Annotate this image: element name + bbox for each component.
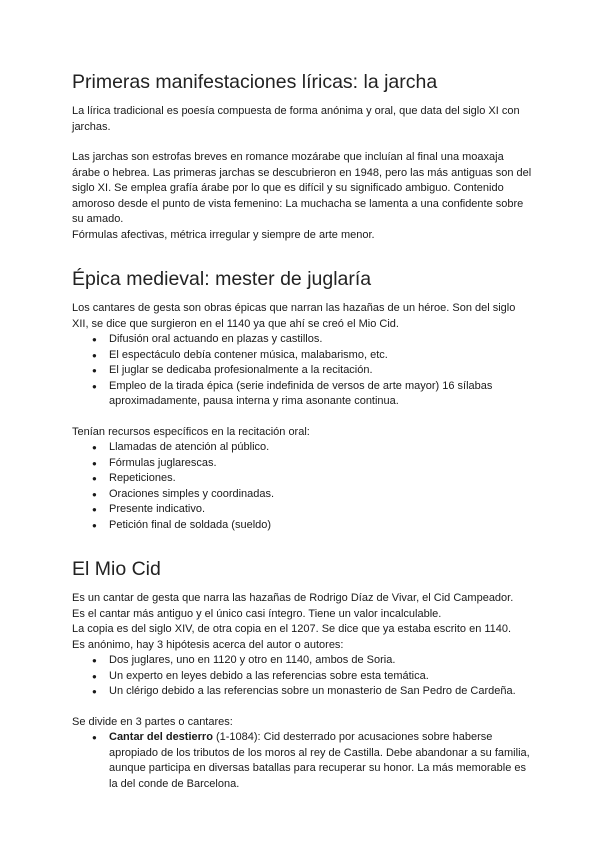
list-item: ● Difusión oral actuando en plazas y castillos. xyxy=(109,332,532,348)
list-item: ● El juglar se dedicaba profesionalmente a la recitación. xyxy=(109,363,532,379)
paragraph: Fórmulas afectivas, métrica irregular y siempre de arte menor. xyxy=(72,228,375,241)
list-item: ● Oraciones simples y coordinadas. xyxy=(109,487,532,503)
section-title-epica: Épica medieval: mester de juglaría xyxy=(72,268,372,290)
part-name: Cantar del destierro xyxy=(109,731,213,743)
bullet-list xyxy=(72,730,532,792)
list-item: ● Petición final de soldada (sueldo) xyxy=(109,518,532,534)
section-title-jarcha: Primeras manifestaciones líricas: la jarcha xyxy=(72,71,438,93)
bullet-list xyxy=(72,440,532,533)
list-item: ● Un clérigo debido a las referencias sobre un monasterio de San Pedro de Cardeña. xyxy=(109,684,532,700)
list-item: ● Fórmulas juglarescas. xyxy=(109,456,532,472)
paragraph: Es anónimo, hay 3 hipótesis acerca del autor o autores: xyxy=(72,638,344,651)
list-item: ● Llamadas de atención al público. xyxy=(109,440,532,456)
bullet-list xyxy=(72,332,532,410)
paragraph: Los cantares de gesta son obras épicas que narran las hazañas de un héroe. Son del siglo XII, se dice que surgieron en el 1140 ya que ahí se creó el Mio Cid. xyxy=(72,302,516,330)
paragraph: Es un cantar de gesta que narra las hazañas de Rodrigo Díaz de Vivar, el Cid Campeador. xyxy=(72,592,514,604)
paragraph: Tenían recursos específicos en la recitación oral: xyxy=(72,425,310,438)
document-page xyxy=(72,70,532,792)
paragraph: Es el cantar más antiguo y el único casi íntegro. Tiene un valor incalculable. xyxy=(72,607,442,620)
part-description: (1-1084): Cid desterrado por acusaciones sobre haberse apropiado de los tributos de los moros al rey de Castilla. Debe abandonar a su familia, aunque participa en diversas batallas para recuperar su honor. La más memorable es la del conde de Barcelona. xyxy=(109,731,530,790)
list-item: ● El espectáculo debía contener música, malabarismo, etc. xyxy=(109,348,532,364)
list-item xyxy=(109,730,532,792)
section-title-mio-cid: El Mio Cid xyxy=(72,558,161,580)
paragraph: La lírica tradicional es poesía compuesta de forma anónima y oral, que data del siglo XI con jarchas. xyxy=(72,105,520,133)
paragraph: Las jarchas son estrofas breves en romance mozárabe que incluían al final una moaxaja árabe o hebrea. Las primeras jarchas se descubrieron en 1948, pero las más antiguas son del siglo XI. Se emplea grafía árabe por lo que es difícil y su significado ambiguo. Contenido amoroso desde el punto de vista femenino: La muchacha se lamenta a una confidente sobre su amado. xyxy=(72,151,532,225)
list-item: ● Un experto en leyes debido a las referencias sobre esta temática. xyxy=(109,669,532,685)
list-item: ● Empleo de la tirada épica (serie indefinida de versos de arte mayor) 16 sílabas aproximadamente, pausa interna y rima asonante continua. xyxy=(109,379,532,410)
list-item: ● Presente indicativo. xyxy=(109,502,532,518)
bullet-list xyxy=(72,653,532,700)
list-item: ● Dos juglares, uno en 1120 y otro en 1140, ambos de Soria. xyxy=(109,653,532,669)
paragraph: Se divide en 3 partes o cantares: xyxy=(72,715,233,728)
list-item: ● Repeticiones. xyxy=(109,471,532,487)
paragraph: La copia es del siglo XIV, de otra copia en el 1207. Se dice que ya estaba escrito en 1140. xyxy=(72,623,512,635)
